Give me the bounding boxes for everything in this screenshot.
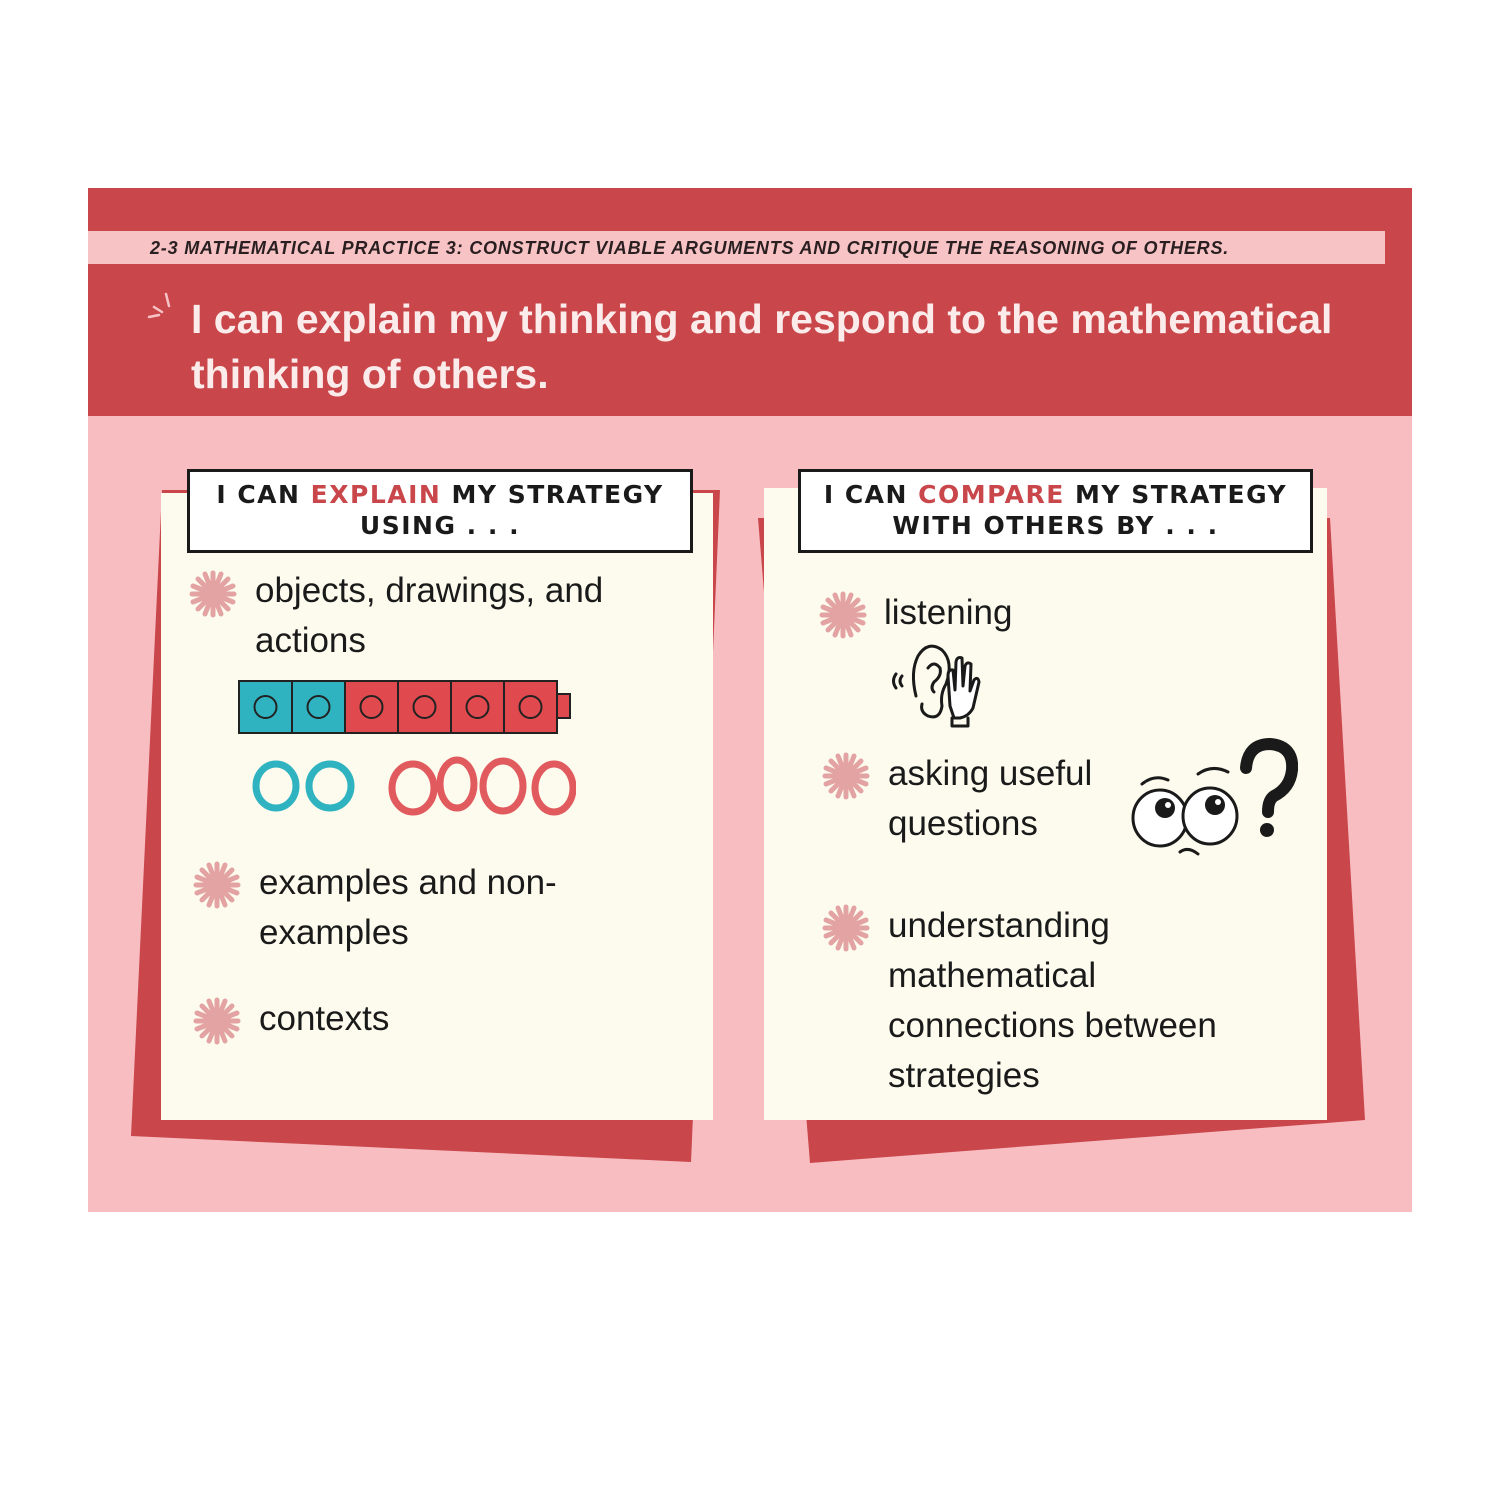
cube-train-icon [236,678,576,818]
asterisk-bullet-icon [188,569,238,619]
headline: I can explain my thinking and respond to the mathematical thinking of others. [191,296,1333,397]
left-card-label: I CAN EXPLAIN MY STRATEGY USING . . . [187,469,693,553]
practice-title: 2-3 MATHEMATICAL PRACTICE 3: CONSTRUCT VIABLE ARGUMENTS AND CRITIQUE THE REASONING OF OTHERS. [150,238,1230,258]
asterisk-bullet-icon [192,996,242,1046]
label-accent-explain: EXPLAIN [310,480,442,509]
ear-listening-icon [884,636,984,728]
sparkle-icon [145,290,181,326]
list-item: understanding mathematical connections between strategies [888,906,1217,1095]
list-item: objects, drawings, and actions [255,571,604,660]
list-item: contexts [259,999,390,1038]
label-accent-compare: COMPARE [918,480,1065,509]
asterisk-bullet-icon [821,751,871,801]
list-item: examples and non-examples [259,863,557,952]
question-eyes-icon [1128,738,1298,860]
list-item: listening [884,593,1013,632]
right-card-label: I CAN COMPARE MY STRATEGY WITH OTHERS BY . . . [798,469,1313,553]
asterisk-bullet-icon [821,903,871,953]
asterisk-bullet-icon [818,590,868,640]
asterisk-bullet-icon [192,860,242,910]
list-item: asking useful questions [888,754,1093,843]
